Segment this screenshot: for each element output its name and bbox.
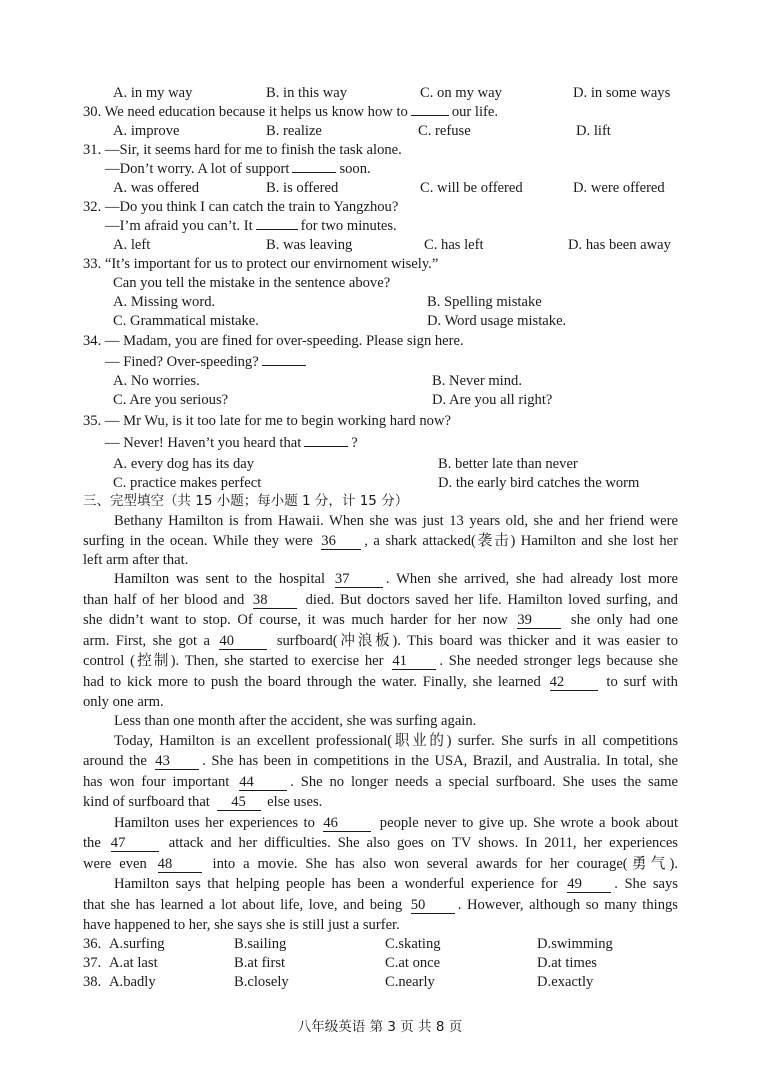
blank-49: 49 [567,877,611,893]
passage-text: arm. First, she got a [83,633,210,649]
option-b: B.closely [234,974,289,990]
passage-text: had to kick more to push the board through the water. Finally, she learned [83,674,541,690]
option-b: B. in this way [266,85,348,101]
passage-text: Today, Hamilton is an excellent professional(职业的) surfer. She surfs in all competitions [114,733,678,749]
stem-text: soon. [339,161,371,177]
page-footer [0,1015,760,1035]
blank-45: 45 [217,795,261,811]
option-c: C. refuse [418,123,471,139]
option-d: D.swimming [537,936,613,952]
passage-line [83,591,678,609]
option-number: 36. [83,936,102,952]
passage-line [83,632,678,650]
passage-line [83,896,678,914]
option-b: B. Never mind. [432,373,522,389]
passage-text: were even [83,856,147,872]
passage-text: attack and her difficulties. She also goes on TV shows. In 2011, her experiences [168,835,678,851]
option-d: D. has been away [568,237,671,253]
question-prompt: Can you tell the mistake in the sentence above? [113,275,391,291]
passage-text: has won four important [83,774,230,790]
passage-line [83,712,678,730]
option-d: D. Word usage mistake. [427,313,567,329]
question-stem: 31. —Sir, it seems hard for me to finish the task alone. [83,142,402,158]
passage-line [83,916,678,934]
passage-text: she only had one [570,612,678,628]
passage-text: to surf with [606,674,678,690]
option-a: A.surfing [109,936,165,952]
question-response [105,434,358,452]
option-c: C. will be offered [420,180,523,196]
option-b: B. Spelling mistake [427,294,542,310]
passage-line [83,752,678,770]
blank-38: 38 [253,593,297,609]
page-number-text: 八年级英语 第 3 页 共 8 页 [297,1019,463,1035]
blank-37: 37 [335,572,383,588]
answer-blank [262,365,306,366]
passage-text: control (控制). Then, she started to exercise her [83,653,384,669]
option-a: A. improve [113,123,180,139]
blank-36: 36 [321,534,361,550]
blank-39: 39 [517,613,561,629]
blank-46: 46 [323,816,371,832]
option-d: D. were offered [573,180,665,196]
option-c: C. Are you serious? [113,392,229,408]
passage-line [83,611,678,629]
passage-text: else uses. [267,794,323,810]
passage-text: have happened to her, she says she is still just a surfer. [83,917,400,933]
blank-48: 48 [158,857,202,873]
passage-line [83,732,678,750]
option-b: B. is offered [266,180,339,196]
option-a: A. Missing word. [113,294,216,310]
question-stem: 33. “It’s important for us to protect our envirnoment wisely.” [83,256,439,272]
option-d: D. lift [576,123,611,139]
passage-text: died. But doctors saved her life. Hamilton loved surfing, and [305,592,678,608]
option-b: B.at first [234,955,286,971]
answer-blank [292,172,336,173]
stem-text: 30. We need education because it helps us know how to [83,104,408,120]
stem-text: —Don’t worry. A lot of support [105,161,290,177]
passage-text: people never to give up. She wrote a book about [379,815,679,831]
option-d: D.exactly [537,974,594,990]
option-c: C.at once [385,955,441,971]
passage-line [83,693,678,711]
option-d: D. the early bird catches the worm [438,475,640,491]
passage-line [83,570,678,588]
passage-text: . She needed stronger legs because she [439,653,678,669]
option-a: A. in my way [113,85,193,101]
passage-line [83,773,678,791]
stem-text: — Fined? Over-speeding? [105,354,259,370]
blank-42: 42 [550,675,598,691]
passage-text: . When she arrived, she had already lost more [385,571,678,587]
option-a: A. left [113,237,151,253]
option-number: 38. [83,974,102,990]
passage-text: Hamilton says that helping people has been a wonderful experience for [114,876,558,892]
passage-text: into a movie. She has also won several awards for her courage(勇气). [212,856,679,872]
option-a: A.badly [109,974,156,990]
option-b: B. better late than never [438,456,578,472]
question-stem: 32. —Do you think I can catch the train to Yangzhou? [83,199,399,215]
question-stem: 35. — Mr Wu, is it too late for me to begin working hard now? [83,413,451,429]
answer-blank [304,446,348,447]
passage-text: surfing in the ocean. While they were [83,533,313,549]
stem-text: our life. [451,104,499,120]
passage-text: than half of her blood and [83,592,245,608]
passage-text: Hamilton uses her experiences to [114,815,315,831]
option-c: C. Grammatical mistake. [113,313,259,329]
option-c: C. practice makes perfect [113,475,262,491]
option-b: B.sailing [234,936,287,952]
option-b: B. realize [266,123,322,139]
option-c: C.nearly [385,974,435,990]
passage-text: . She has been in competitions in the USA, Brazil, and Australia. In total, she [202,753,678,769]
question-response [105,160,371,178]
passage-line [83,532,678,550]
blank-47: 47 [111,836,159,852]
passage-text: , a shark attacked(袭击) Hamilton and she lost her [364,533,678,549]
answer-blank [411,115,449,116]
passage-text: surfboard(冲浪板). This board was thicker and it was easier to [276,633,678,649]
blank-40: 40 [219,634,267,650]
passage-text: only one arm. [83,694,164,710]
option-a: A. was offered [113,180,200,196]
passage-line [83,834,678,852]
stem-text: — Never! Haven’t you heard that [105,435,302,451]
option-d: D. Are you all right? [432,392,553,408]
question-response [105,353,309,371]
passage-line [83,673,678,691]
passage-text: . She no longer needs a special surfboard. She uses the same [290,774,678,790]
blank-41: 41 [392,654,436,670]
option-a: A. No worries. [113,373,200,389]
option-c: C. has left [424,237,484,253]
blank-44: 44 [239,775,287,791]
option-b: B. was leaving [266,237,353,253]
passage-text: the [83,835,101,851]
question-stem [83,103,498,121]
blank-43: 43 [155,754,199,770]
passage-line [83,814,678,832]
option-a: A.at last [109,955,158,971]
passage-text: around the [83,753,147,769]
answer-blank [256,229,298,230]
passage-text: kind of surfboard that [83,794,210,810]
passage-line [83,551,678,569]
stem-text: for two minutes. [300,218,397,234]
stem-text: ? [351,435,358,451]
passage-text: Bethany Hamilton is from Hawaii. When she was just 13 years old, she and her friend were [114,513,678,529]
passage-text: . However, although so many things [457,897,678,913]
passage-line [83,652,678,670]
option-d: D. in some ways [573,85,671,101]
option-c: C. on my way [420,85,502,101]
passage-line [83,855,678,873]
option-a: A. every dog has its day [113,456,255,472]
passage-text: left arm after that. [83,552,189,568]
stem-text: —I’m afraid you can’t. It [105,218,253,234]
section-heading: 三、完型填空（共 15 小题；每小题 1 分，计 15 分） [83,493,409,509]
passage-line [83,793,678,811]
option-d: D.at times [537,955,597,971]
option-c: C.skating [385,936,441,952]
option-number: 37. [83,955,102,971]
question-stem: 34. — Madam, you are fined for over-speeding. Please sign here. [83,333,464,349]
passage-line [83,875,678,893]
passage-text: Less than one month after the accident, she was surfing again. [114,713,477,729]
passage-text: she didn’t want to stop. Of course, it was much harder for her now [83,612,508,628]
passage-text: that she has learned a lot about life, love, and being [83,897,403,913]
passage-text: . She says [614,876,678,892]
question-response [105,217,397,235]
passage-line [83,512,678,530]
passage-text: Hamilton was sent to the hospital [114,571,326,587]
blank-50: 50 [411,898,455,914]
